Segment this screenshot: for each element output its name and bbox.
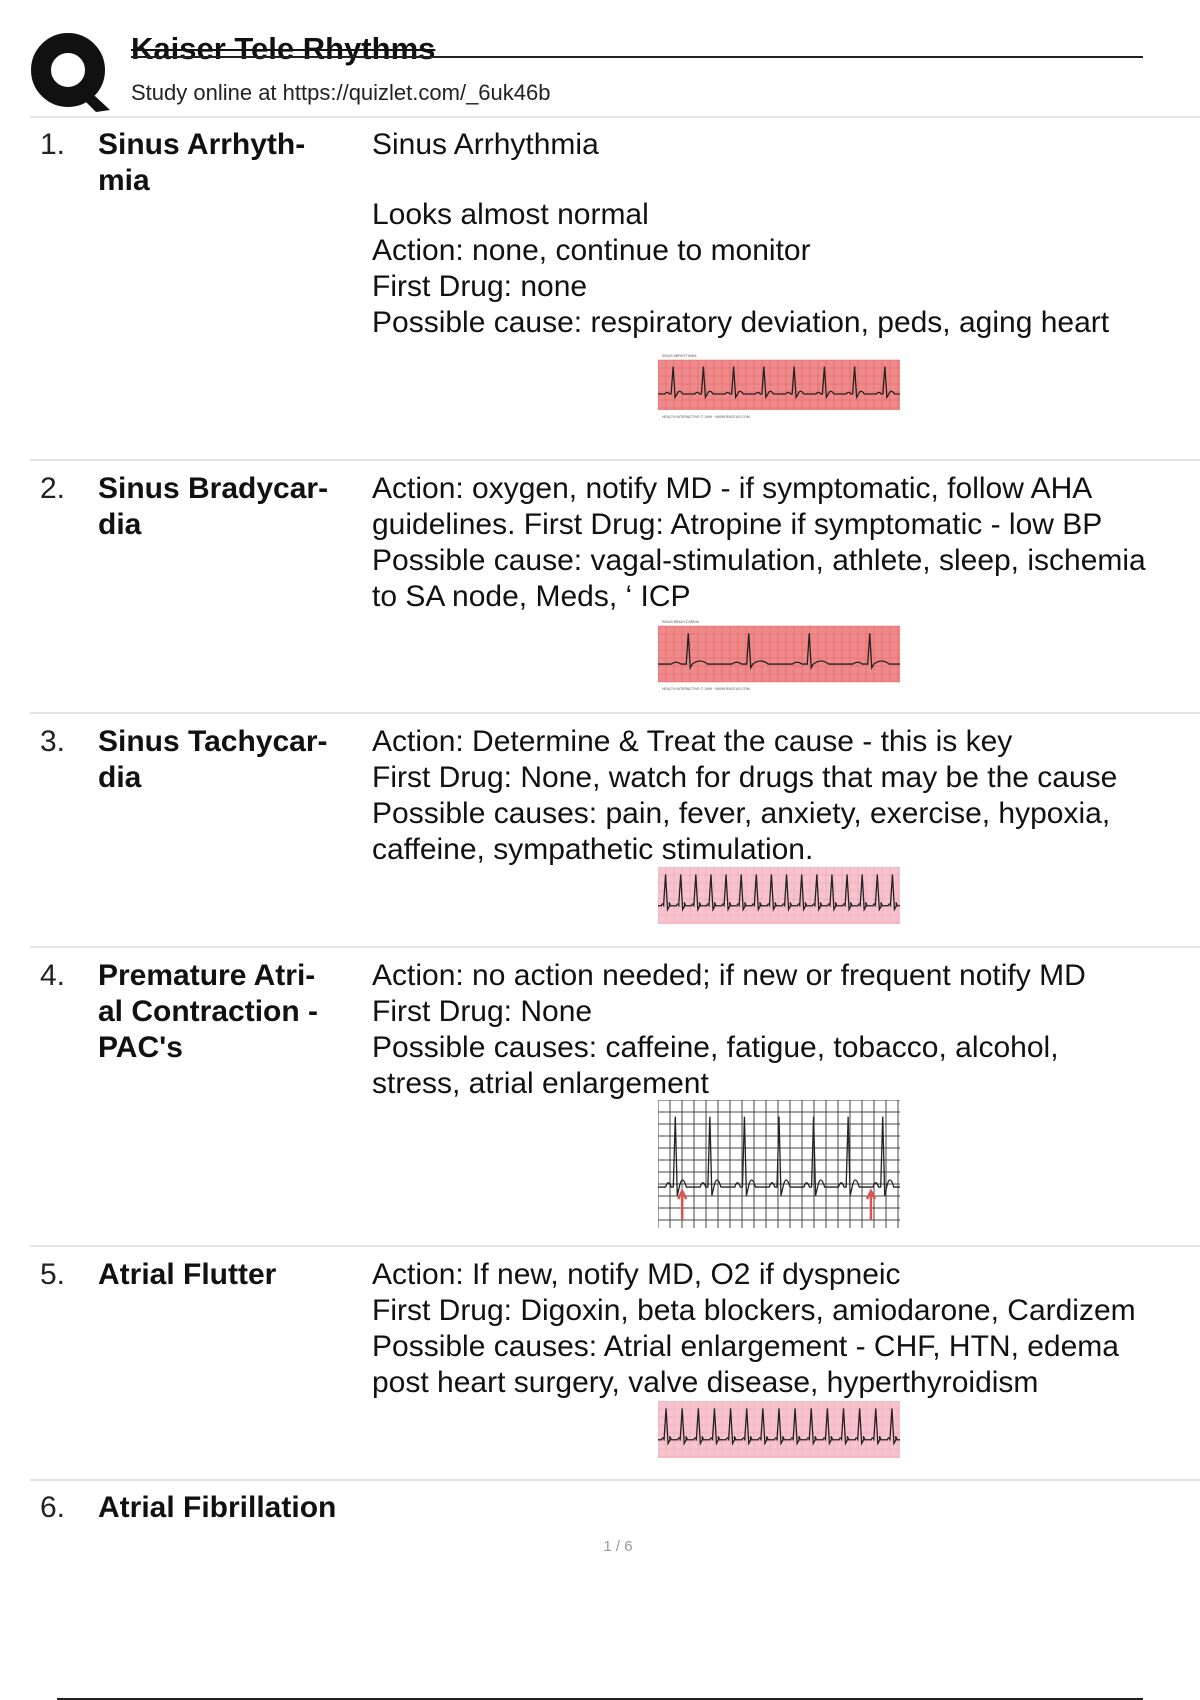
card-term	[98, 1257, 358, 1293]
card-number: 3.	[40, 725, 66, 758]
separator	[30, 946, 1200, 948]
strip-background	[658, 360, 900, 410]
definition-line: Possible causes: pain, fever, anxiety, exercise, hypoxia,	[372, 797, 1111, 830]
definition-line: First Drug: None	[372, 995, 593, 1028]
card-number: 1.	[40, 128, 66, 161]
separator	[30, 712, 1200, 714]
definition-line: First Drug: none	[372, 270, 588, 303]
definition-line: guidelines. First Drug: Atropine if symptomatic - low BP	[372, 508, 1103, 541]
page-number: 1 / 6	[603, 1538, 633, 1555]
definition-line: Action: If new, notify MD, O2 if dyspneic	[372, 1258, 901, 1291]
definition-line: Action: none, continue to monitor	[372, 234, 811, 267]
card-definition	[372, 127, 1192, 341]
card-number: 5.	[40, 1258, 66, 1291]
separator	[30, 459, 1200, 461]
ecg-strip-image	[658, 616, 900, 692]
definition-spacer	[372, 163, 1192, 197]
strip-credit: HEALTH INTERACTIVE © 1999 · WWW.RNCEUS.COM	[662, 415, 750, 419]
definition-line: post heart surgery, valve disease, hyperthyroidism	[372, 1366, 1039, 1399]
definition-line: Possible cause: respiratory deviation, peds, aging heart	[372, 306, 1110, 339]
card-number: 2.	[40, 472, 66, 505]
ecg-strip-svg	[658, 1100, 900, 1228]
term-line: PAC's	[98, 1031, 183, 1064]
definition-line: stress, atrial enlargement	[372, 1067, 709, 1100]
card-definition	[372, 471, 1192, 615]
definition-line: Sinus Arrhythmia	[372, 128, 599, 161]
quizlet-logo-icon	[30, 30, 112, 114]
definition-line: Looks almost normal	[372, 198, 649, 231]
ecg-strip-svg	[658, 1401, 900, 1458]
ecg-strip-image	[658, 1401, 900, 1458]
term-line: al Contraction -	[98, 995, 319, 1028]
strip-caption: SINUS ARRHYTHMIA	[662, 354, 697, 358]
ecg-strip-svg	[658, 616, 900, 692]
card-number: 6.	[40, 1491, 66, 1524]
term-line: Sinus Tachycar-	[98, 725, 328, 758]
term-line: Atrial Fibrillation	[98, 1491, 337, 1524]
definition-line: Possible causes: caffeine, fatigue, tobacco, alcohol,	[372, 1031, 1059, 1064]
card-term	[98, 724, 358, 796]
term-line: Sinus Bradycar-	[98, 472, 329, 505]
definition-line: caffeine, sympathetic stimulation.	[372, 833, 814, 866]
separator	[30, 1479, 1200, 1481]
ecg-strip-svg	[658, 350, 900, 420]
card-definition	[372, 1257, 1192, 1401]
definition-line: Action: Determine & Treat the cause - this is key	[372, 725, 1013, 758]
strip-credit: HEALTH INTERACTIVE © 1999 · WWW.RNCEUS.COM	[662, 687, 750, 691]
card-term	[98, 1490, 498, 1526]
ecg-strip-svg	[658, 867, 900, 924]
term-line: dia	[98, 508, 142, 541]
separator	[30, 116, 1200, 118]
strip-caption: SINUS BRADYCARDIA	[662, 620, 699, 624]
definition-line: to SA node, Meds, ‘ ICP	[372, 580, 691, 613]
strip-background	[658, 626, 900, 682]
document-title: Kaiser Tele Rhythms	[131, 31, 436, 66]
document-subtitle[interactable]: Study online at https://quizlet.com/_6uk46b	[131, 80, 551, 105]
term-line: Atrial Flutter	[98, 1258, 277, 1291]
card-definition	[372, 958, 1192, 1102]
ecg-strip-image	[658, 1100, 900, 1228]
term-line: Sinus Arrhyth-	[98, 128, 306, 161]
definition-line: Action: no action needed; if new or frequent notify MD	[372, 959, 1086, 992]
ecg-strip-image	[658, 350, 900, 420]
card-term	[98, 471, 358, 543]
definition-line: First Drug: None, watch for drugs that may be the cause	[372, 761, 1118, 794]
definition-line: Action: oxygen, notify MD - if symptomatic, follow AHA	[372, 472, 1093, 505]
title-rule	[131, 56, 1143, 58]
term-line: mia	[98, 164, 150, 197]
card-number: 4.	[40, 959, 66, 992]
definition-line: First Drug: Digoxin, beta blockers, amiodarone, Cardizem	[372, 1294, 1136, 1327]
separator	[30, 1245, 1200, 1247]
card-term	[98, 958, 358, 1066]
ecg-strip-image	[658, 867, 900, 924]
card-definition	[372, 724, 1192, 868]
definition-line: Possible cause: vagal-stimulation, athlete, sleep, ischemia	[372, 544, 1146, 577]
term-line: Premature Atri-	[98, 959, 316, 992]
card-term	[98, 127, 358, 199]
definition-line: Possible causes: Atrial enlargement - CHF, HTN, edema	[372, 1330, 1119, 1363]
term-line: dia	[98, 761, 142, 794]
